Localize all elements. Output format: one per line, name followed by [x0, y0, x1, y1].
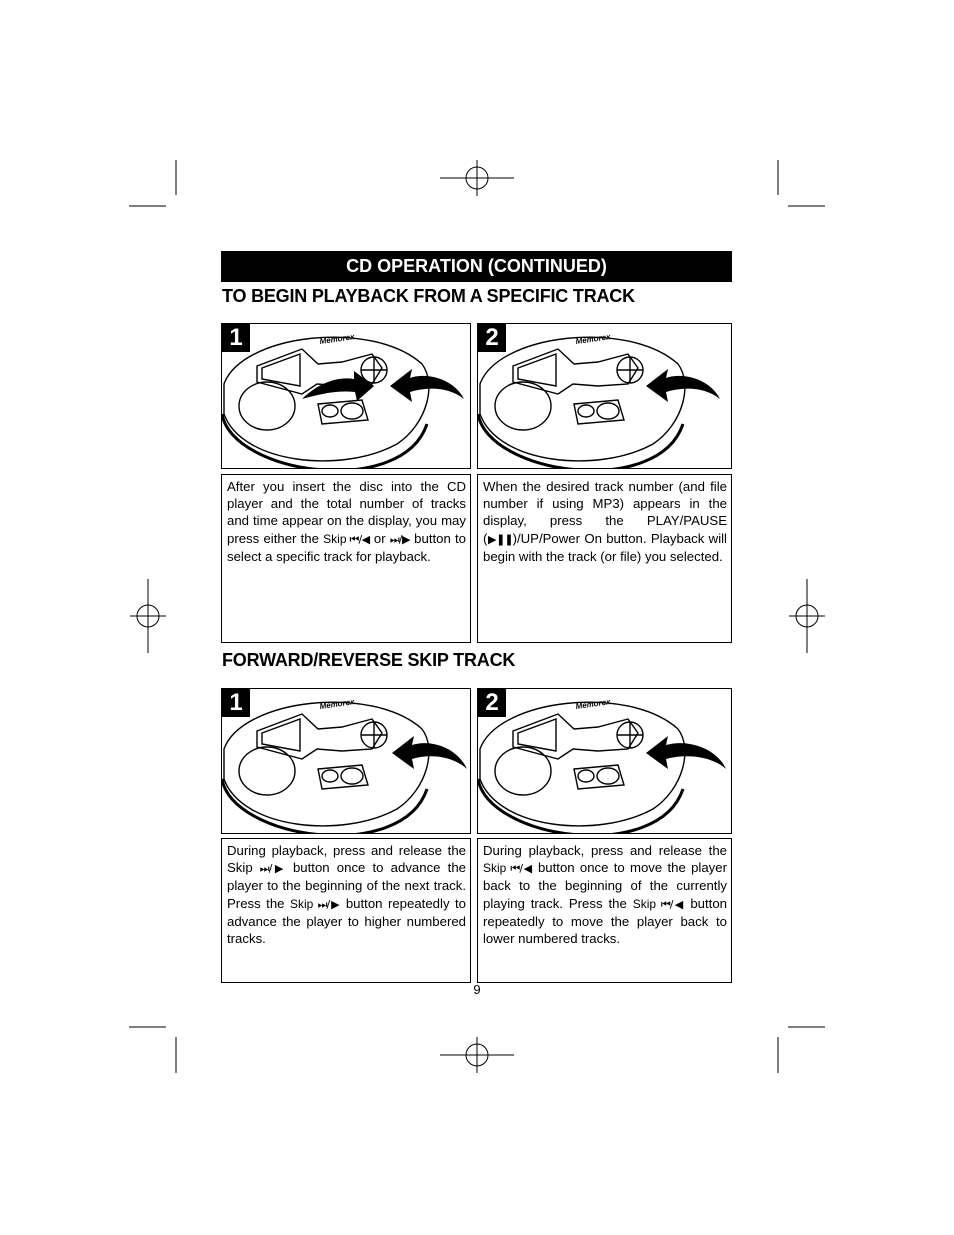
step-number-badge: 1	[222, 689, 250, 717]
cd-player-illustration	[222, 324, 471, 469]
instruction-text-skip-track-step-2: During playback, press and release the Skip ⏮/◀ button once to move the player back to the beginning of the currently playing track. Press the Skip ⏮/◀ button repeatedly to move the player back to lower numbered tracks.	[477, 838, 732, 983]
cd-player-illustration	[478, 689, 732, 834]
skip-back-icon: ⏮/◀	[506, 862, 533, 876]
cd-player-illustration	[222, 689, 471, 834]
skip-back-icon: ⏮/◀	[656, 897, 685, 911]
section-heading-skip-track: FORWARD/REVERSE SKIP TRACK	[222, 650, 516, 670]
skip-forward-icon: ⏭/▶	[389, 532, 410, 546]
skip-forward-icon: ⏭/▶	[259, 862, 286, 876]
step-number-badge: 1	[222, 324, 250, 352]
cd-player-illustration	[478, 324, 732, 469]
page-number: 9	[473, 982, 481, 997]
step-number-badge: 2	[478, 689, 506, 717]
skip-back-icon: ⏮/◀	[346, 532, 370, 546]
section-title-bar: CD OPERATION (CONTINUED)	[221, 251, 732, 282]
instruction-text-specific-track-step-1: After you insert the disc into the CD player and the total number of tracks and time appear on the display, you may press either the Skip ⏮/◀ or ⏭/▶ button to select a specific track for playback.	[221, 474, 471, 643]
instruction-text-skip-track-step-1: During playback, press and release the Skip ⏭/▶ button once to advance the player to the beginning of the next track. Press the Skip ⏭/▶ button repeatedly to advance the player to higher numbered tracks.	[221, 838, 471, 983]
brand-logo: Memorex	[575, 697, 612, 711]
illustration-panel-specific-track-step-2	[477, 323, 732, 469]
play-pause-icon: ▶❚❚	[487, 532, 513, 546]
instruction-text-specific-track-step-2: When the desired track number (and file number if using MP3) appears in the display, press the PLAY/PAUSE (▶❚❚)/UP/Power On button. Playback will begin with the track (or file) you selected.	[477, 474, 732, 643]
section-heading-specific-track: TO BEGIN PLAYBACK FROM A SPECIFIC TRACK	[222, 286, 635, 306]
illustration-panel-specific-track-step-1	[221, 323, 471, 469]
brand-logo: Memorex	[319, 332, 356, 346]
brand-logo: Memorex	[575, 332, 612, 346]
skip-forward-icon: ⏭/▶	[313, 897, 341, 911]
step-number-badge: 2	[478, 324, 506, 352]
illustration-panel-skip-track-step-2	[477, 688, 732, 834]
brand-logo: Memorex	[319, 697, 356, 711]
illustration-panel-skip-track-step-1	[221, 688, 471, 834]
